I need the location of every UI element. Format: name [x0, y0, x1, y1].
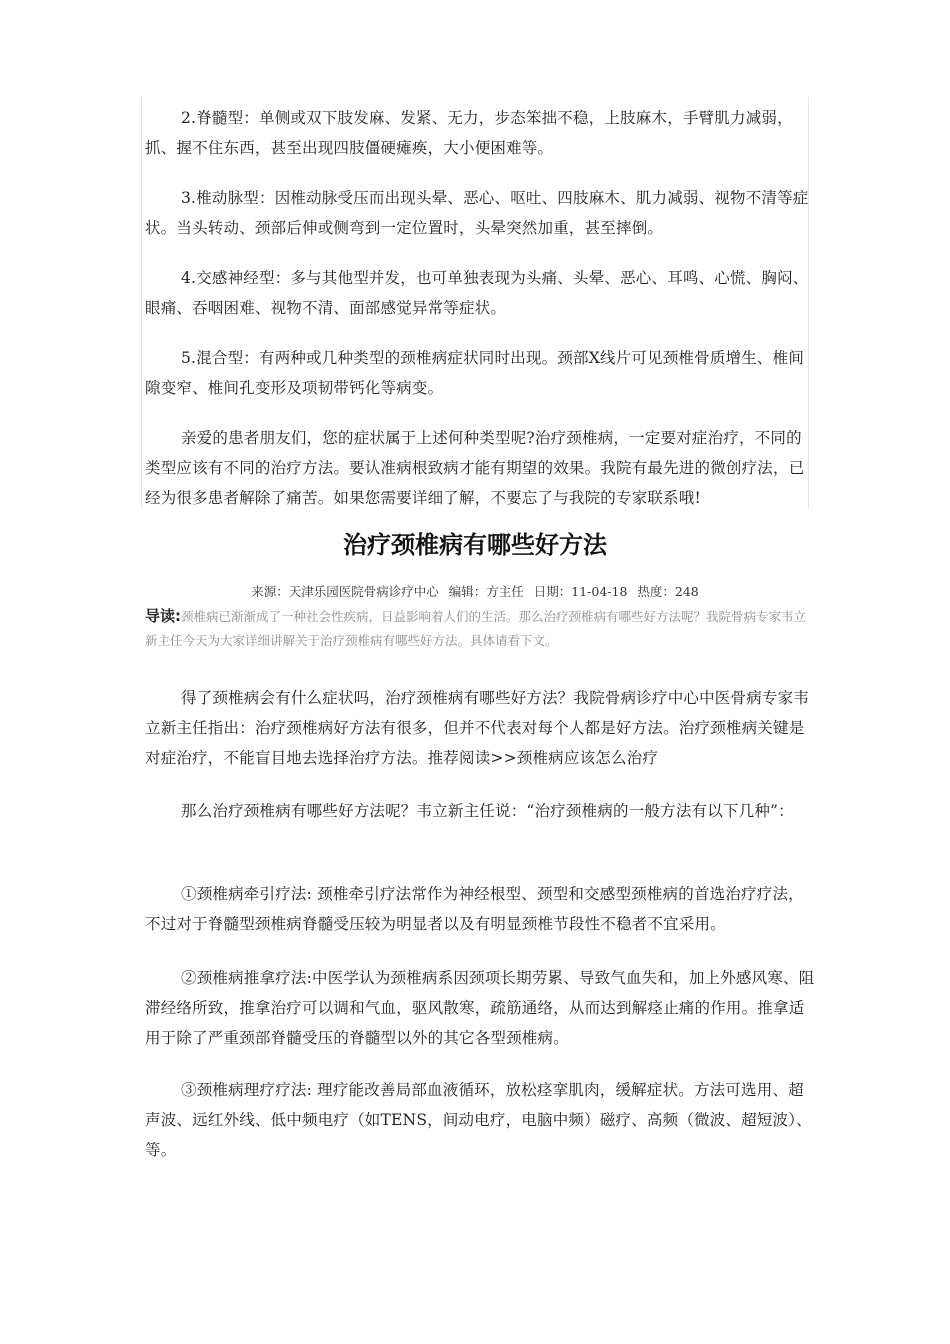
meta-source: 来源：天津乐园医院骨病诊疗中心 [251, 584, 439, 599]
article-title: 治疗颈椎病有哪些好方法 [343, 531, 607, 559]
closing-paragraph: 亲爱的患者朋友们，您的症状属于上述何种类型呢?治疗颈椎病，一定要对症治疗，不同的类型应该有不同的治疗方法。要认准病根致病才能有期望的效果。我院有最先进的微创疗法，已经为很多患者解除了痛苦。如果您需要详细了解，不要忘了与我院的专家联系哦! [145, 429, 805, 507]
sympathetic-paragraph: 4.交感神经型：多与其他型并发，也可单独表现为头痛、头晕、恶心、耳鸣、心慌、胸闷、眼痛、吞咽困难、视物不清、面部感觉异常等症状。 [145, 269, 809, 317]
mixed-type-paragraph: 5.混合型：有两种或几种类型的颈椎病症状同时出现。颈部X线片可见颈椎骨质增生、椎间隙变窄、椎间孔变形及项韧带钙化等病变。 [145, 349, 805, 397]
physiotherapy-paragraph: ③颈椎病理疗疗法: 理疗能改善局部血液循环，放松痉挛肌肉，缓解症状。方法可选用、超声波、远红外线、低中频电疗（如TENS，间动电疗，电脑中频）磁疗、高频（微波、超短波）、等。 [145, 1081, 812, 1159]
body-paragraph-2: 那么治疗颈椎病有哪些好方法呢？韦立新主任说：“治疗颈椎病的一般方法有以下几种”： [181, 802, 794, 820]
massage-paragraph: ②颈椎病推拿疗法:中医学认为颈椎病系因颈项长期劳累、导致气血失和，加上外感风寒、阻滞经络所致，推拿治疗可以调和气血，驱风散寒，疏筋通络，从而达到解痉止痛的作用。推拿适用于除了严重颈部脊髓受压的脊髓型以外的其它各型颈椎病。 [145, 969, 815, 1047]
lead-label: 导读: [145, 607, 181, 625]
body-paragraph-1: 得了颈椎病会有什么症状吗，治疗颈椎病有哪些好方法？我院骨病诊疗中心中医骨病专家韦立新主任指出：治疗颈椎病好方法有很多，但并不代表对每个人都是好方法。治疗颈椎病关键是对症治疗，不能盲目地去选择治疗方法。推荐阅读>>颈椎病应该怎么治疗 [145, 689, 810, 767]
article-meta [0, 582, 950, 602]
vertebral-artery-paragraph: 3.椎动脉型：因椎动脉受压而出现头晕、恶心、呕吐、四肢麻木、肌力减弱、视物不清等症状。当头转动、颈部后伸或侧弯到一定位置时，头晕突然加重，甚至摔倒。 [145, 189, 809, 237]
meta-editor: 编辑：方主任 [448, 584, 524, 599]
meta-heat: 热度：248 [637, 584, 699, 599]
article-lead [145, 604, 810, 653]
traction-paragraph: ①颈椎病牵引疗法: 颈椎牵引疗法常作为神经根型、颈型和交感型颈椎病的首选治疗疗法，不过对于脊髓型颈椎病脊髓受压较为明显者以及有明显颈椎节段性不稳者不宜采用。 [145, 885, 804, 933]
meta-date: 日期：11-04-18 [533, 584, 628, 599]
lead-text: 颈椎病已渐渐成了一种社会性疾病，日益影响着人们的生活。那么治疗颈椎病有哪些好方法呢？我院骨病专家韦立新主任今天为大家详细讲解关于治疗颈椎病有哪些好方法。具体请看下文。 [145, 609, 807, 648]
myelopathy-paragraph: 2.脊髓型：单侧或双下肢发麻、发紧、无力，步态笨拙不稳，上肢麻木，手臂肌力减弱，抓、握不住东西，甚至出现四肢僵硬瘫痪，大小便困难等。 [145, 109, 793, 157]
